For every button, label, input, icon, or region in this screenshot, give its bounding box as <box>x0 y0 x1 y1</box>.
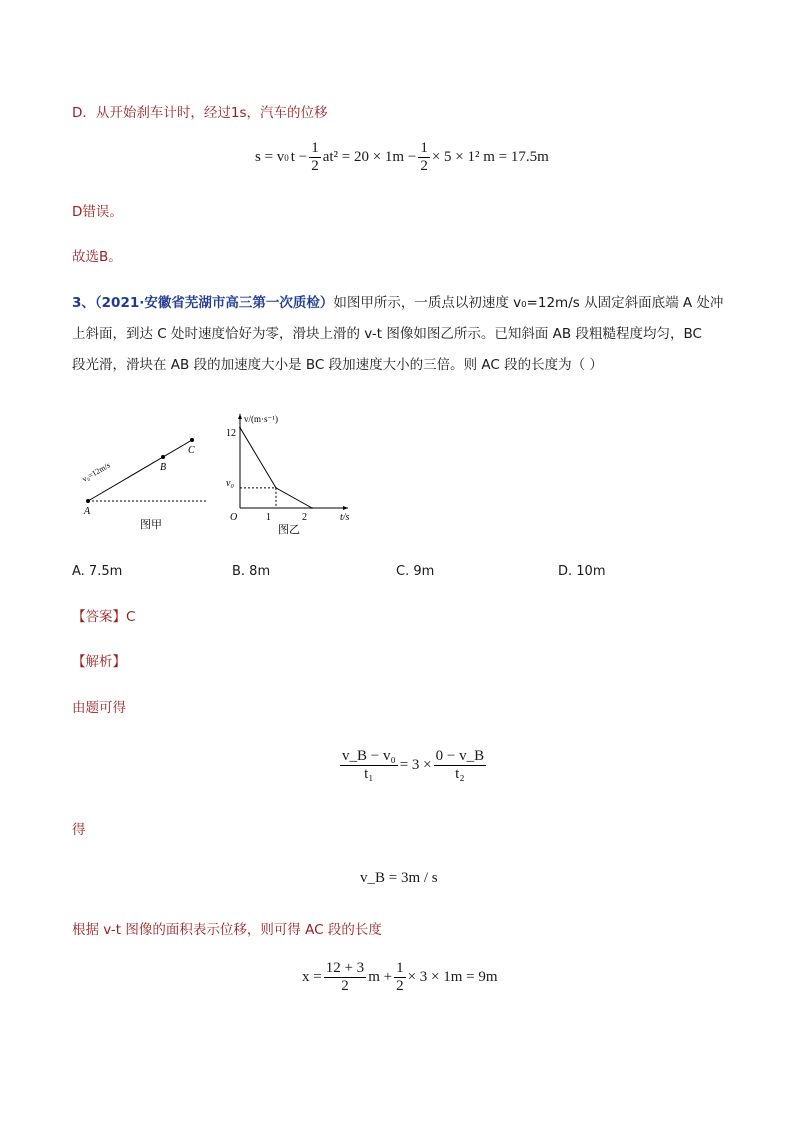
frac-num: 1 <box>396 960 404 976</box>
label-v0: v₀=12m/s <box>80 460 112 484</box>
eq3-lhs: x = <box>302 969 322 985</box>
frac-den: 2 <box>341 978 349 994</box>
frac-num: 0 − v_B <box>435 748 485 764</box>
frac-num: 1 <box>420 140 428 156</box>
question-line-1 <box>72 294 723 312</box>
tick-1: 1 <box>266 512 271 523</box>
frac-num: 1 <box>311 140 319 156</box>
y-axis-label: v/(m·s⁻¹) <box>244 414 278 424</box>
fraction-half-1 <box>309 140 321 175</box>
option-b[interactable]: B. 8m <box>232 564 271 579</box>
figure-vt-graph <box>218 408 368 538</box>
question-line-3: 段光滑，滑块在 AB 段的加速度大小是 BC 段加速度大小的三倍。则 AC 段的长度为（ ） <box>72 357 603 373</box>
formula-rhs: × 5 × 1² m = 17.5m <box>431 149 549 165</box>
option-a[interactable]: A. 7.5m <box>72 564 123 579</box>
eq3-mid: m + <box>368 969 393 985</box>
frac-den: t₁ <box>364 766 374 782</box>
frac-num: v_B − v₀ <box>342 748 396 764</box>
answer-label: 【答案】C <box>72 609 136 625</box>
analysis-step-3: 根据 v-t 图像的面积表示位移，则可得 AC 段的长度 <box>72 922 382 938</box>
formula-lhs: s = v <box>255 149 285 165</box>
question-source: （2021·安徽省芜湖市高三第一次质检） <box>94 295 334 311</box>
frac-num: 12 + 3 <box>325 960 365 976</box>
point-b <box>161 455 165 459</box>
question-text-1: 如图甲所示，一质点以初速度 v₀=12m/s 从固定斜面底端 A 处冲 <box>333 295 724 311</box>
x-axis-label: t/s <box>340 512 350 523</box>
option-d[interactable]: D. 10m <box>558 564 606 579</box>
d-wrong-text: D错误。 <box>72 204 123 220</box>
label-c: C <box>188 445 195 456</box>
choose-b-text: 故选B。 <box>72 249 122 265</box>
frac-den: 2 <box>396 978 404 994</box>
label-a: A <box>84 506 91 517</box>
eq1-fraction-right <box>434 748 486 783</box>
eq1-mid: = 3 × <box>399 757 432 773</box>
tick-2: 2 <box>302 512 307 523</box>
vt-point-1 <box>275 487 277 489</box>
eq3-fraction-1 <box>324 960 366 995</box>
equation-2: v_B = 3m / s <box>360 870 438 886</box>
displacement-formula <box>255 140 549 175</box>
vt-point-0 <box>239 427 241 429</box>
formula-at2: at² = 20 × 1m − <box>322 149 417 165</box>
question-line-2: 上斜面，到达 C 处时速度恰好为零，滑块上滑的 v-t 图像如图乙所示。已知斜面 AB 段粗糙程度均匀，BC <box>72 326 702 342</box>
fraction-half-2 <box>418 140 430 175</box>
option-c[interactable]: C. 9m <box>396 564 435 579</box>
x-axis-arrow <box>343 506 348 510</box>
frac-den: t₂ <box>455 766 465 782</box>
formula-mid: t − <box>290 149 308 165</box>
equation-3 <box>302 960 498 995</box>
eq3-rhs: × 3 × 1m = 9m <box>407 969 498 985</box>
frac-den: 2 <box>311 158 319 174</box>
vt-point-2 <box>311 507 313 509</box>
equation-1 <box>338 748 488 783</box>
point-c <box>190 438 194 442</box>
y-axis-arrow <box>238 414 242 419</box>
label-b: B <box>160 462 167 473</box>
frac-den: 2 <box>420 158 428 174</box>
formula-sub: 0 <box>284 152 289 163</box>
option-d-analysis: D．从开始刹车计时，经过1s，汽车的位移 <box>72 105 328 121</box>
eq1-fraction-left <box>340 748 398 783</box>
figure-incline <box>72 410 212 535</box>
caption-yi: 图乙 <box>278 523 300 536</box>
question-number: 3、 <box>72 295 95 311</box>
point-a <box>86 499 90 503</box>
analysis-title: 【解析】 <box>72 654 126 670</box>
tick-12: 12 <box>226 428 236 439</box>
caption-jia: 图甲 <box>140 518 162 531</box>
analysis-step-2: 得 <box>72 822 86 838</box>
tick-origin: O <box>230 512 238 523</box>
eq3-fraction-2 <box>394 960 406 995</box>
analysis-step-1: 由题可得 <box>72 700 126 716</box>
tick-v0: v₀ <box>226 478 234 489</box>
